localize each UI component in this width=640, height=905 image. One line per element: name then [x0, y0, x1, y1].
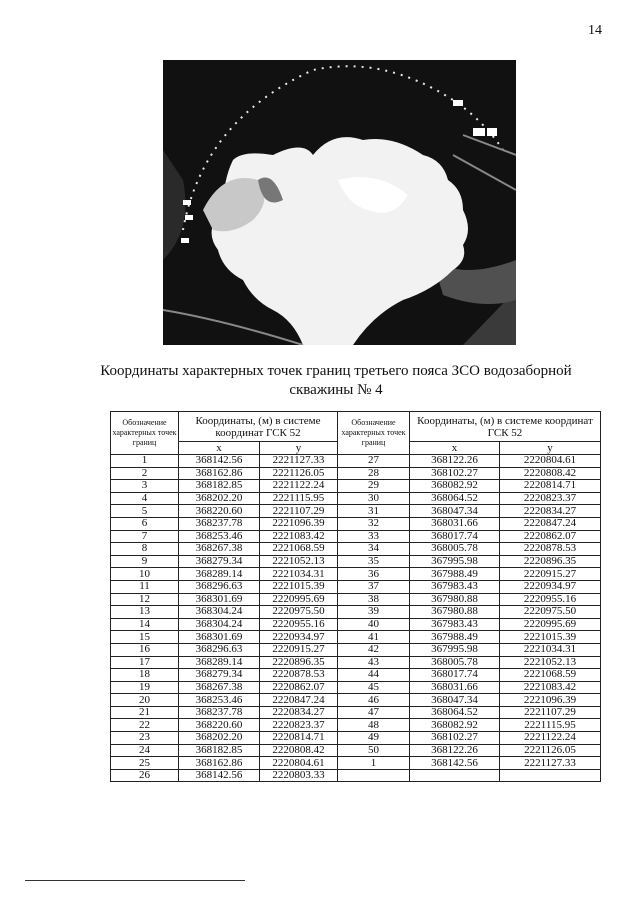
- y-value-left: 2220955.16: [260, 618, 338, 631]
- point-number-right: 50: [338, 744, 410, 757]
- y-value-left: 2220814.71: [260, 732, 338, 745]
- point-number-left: 18: [111, 669, 179, 682]
- y-value-right: [500, 769, 601, 782]
- y-value-right: 2220896.35: [500, 555, 601, 568]
- table-caption: [80, 362, 592, 400]
- point-number-left: 23: [111, 732, 179, 745]
- x-value-right: 368005.78: [410, 543, 500, 556]
- y-value-left: 2221015.39: [260, 580, 338, 593]
- y-value-left: 2220934.97: [260, 631, 338, 644]
- coords-header-left: Координаты, (м) в системе координат ГСК 52: [179, 412, 338, 442]
- point-number-right: 31: [338, 505, 410, 518]
- x-value-left: 368267.38: [179, 543, 260, 556]
- x-value-right: 367995.98: [410, 555, 500, 568]
- y-value-right: 2221052.13: [500, 656, 601, 669]
- point-label-header-right: Обозначение характерных точек границ: [338, 412, 410, 455]
- point-number-right: 30: [338, 492, 410, 505]
- y-value-right: 2220878.53: [500, 543, 601, 556]
- y-value-left: 2221096.39: [260, 517, 338, 530]
- table-row: [111, 656, 601, 669]
- point-number-right: 33: [338, 530, 410, 543]
- point-number-right: 39: [338, 606, 410, 619]
- table-row: [111, 517, 601, 530]
- table-row: [111, 593, 601, 606]
- x-value-left: 368296.63: [179, 580, 260, 593]
- y-value-right: 2220934.97: [500, 580, 601, 593]
- point-number-right: 27: [338, 455, 410, 468]
- y-value-left: 2220995.69: [260, 593, 338, 606]
- x-value-right: 367983.43: [410, 580, 500, 593]
- footnote-divider: [25, 880, 245, 881]
- point-number-right: 47: [338, 706, 410, 719]
- x-value-right: 367988.49: [410, 631, 500, 644]
- y-value-left: 2220878.53: [260, 669, 338, 682]
- x-value-left: 368304.24: [179, 618, 260, 631]
- x-value-right: 368047.34: [410, 694, 500, 707]
- x-value-right: 368082.92: [410, 480, 500, 493]
- map-image: [163, 60, 516, 345]
- y-header-right: y: [500, 442, 601, 455]
- table-row: [111, 769, 601, 782]
- x-value-left: 368142.56: [179, 769, 260, 782]
- point-number-left: 9: [111, 555, 179, 568]
- x-value-right: 368142.56: [410, 757, 500, 770]
- x-value-right: 368047.34: [410, 505, 500, 518]
- point-number-left: 13: [111, 606, 179, 619]
- x-value-right: 368017.74: [410, 669, 500, 682]
- x-value-right: 367980.88: [410, 606, 500, 619]
- y-value-left: 2220847.24: [260, 694, 338, 707]
- y-value-right: 2221015.39: [500, 631, 601, 644]
- point-number-left: 12: [111, 593, 179, 606]
- x-value-right: 368122.26: [410, 744, 500, 757]
- y-value-left: 2220834.27: [260, 706, 338, 719]
- point-label-header-left: Обозначение характерных точек границ: [111, 412, 179, 455]
- y-value-right: 2220814.71: [500, 480, 601, 493]
- coords-header-right: Координаты, (м) в системе координат ГСК 52: [410, 412, 601, 442]
- table-row: [111, 681, 601, 694]
- table-row: [111, 530, 601, 543]
- y-value-left: 2220896.35: [260, 656, 338, 669]
- point-number-left: 21: [111, 706, 179, 719]
- x-value-left: 368301.69: [179, 593, 260, 606]
- point-number-left: 14: [111, 618, 179, 631]
- y-value-right: 2220808.42: [500, 467, 601, 480]
- x-header-left: x: [179, 442, 260, 455]
- x-value-left: 368237.78: [179, 517, 260, 530]
- point-number-right: 28: [338, 467, 410, 480]
- y-value-left: 2221068.59: [260, 543, 338, 556]
- y-value-right: 2221034.31: [500, 643, 601, 656]
- y-value-left: 2220823.37: [260, 719, 338, 732]
- point-number-right: 42: [338, 643, 410, 656]
- point-number-left: 25: [111, 757, 179, 770]
- point-number-right: 35: [338, 555, 410, 568]
- x-value-left: 368289.14: [179, 568, 260, 581]
- point-number-left: 11: [111, 580, 179, 593]
- y-value-left: 2221126.05: [260, 467, 338, 480]
- y-value-left: 2221083.42: [260, 530, 338, 543]
- table-header-row: [111, 412, 601, 442]
- point-number-right: 45: [338, 681, 410, 694]
- y-value-right: 2221127.33: [500, 757, 601, 770]
- table-row: [111, 543, 601, 556]
- x-value-right: 368005.78: [410, 656, 500, 669]
- table-row: [111, 467, 601, 480]
- point-number-right: 41: [338, 631, 410, 644]
- point-number-left: 26: [111, 769, 179, 782]
- point-number-right: [338, 769, 410, 782]
- x-value-right: 367988.49: [410, 568, 500, 581]
- point-number-left: 8: [111, 543, 179, 556]
- table-row: [111, 757, 601, 770]
- x-value-right: 368064.52: [410, 706, 500, 719]
- table-row: [111, 580, 601, 593]
- y-value-left: 2220862.07: [260, 681, 338, 694]
- point-number-right: 34: [338, 543, 410, 556]
- y-value-right: 2221068.59: [500, 669, 601, 682]
- y-value-right: 2220862.07: [500, 530, 601, 543]
- y-value-left: 2221052.13: [260, 555, 338, 568]
- point-number-left: 3: [111, 480, 179, 493]
- point-number-left: 17: [111, 656, 179, 669]
- point-number-right: 49: [338, 732, 410, 745]
- y-value-left: 2220975.50: [260, 606, 338, 619]
- y-value-right: 2221126.05: [500, 744, 601, 757]
- y-header-left: y: [260, 442, 338, 455]
- x-value-left: 368182.85: [179, 744, 260, 757]
- y-value-right: 2220975.50: [500, 606, 601, 619]
- table-row: [111, 706, 601, 719]
- x-value-left: 368142.56: [179, 455, 260, 468]
- x-value-left: 368220.60: [179, 505, 260, 518]
- point-number-right: 48: [338, 719, 410, 732]
- x-value-left: 368162.86: [179, 467, 260, 480]
- y-value-right: 2221083.42: [500, 681, 601, 694]
- x-value-left: 368279.34: [179, 555, 260, 568]
- y-value-left: 2220915.27: [260, 643, 338, 656]
- point-number-right: 1: [338, 757, 410, 770]
- x-value-left: 368304.24: [179, 606, 260, 619]
- y-value-left: 2221034.31: [260, 568, 338, 581]
- point-number-left: 2: [111, 467, 179, 480]
- x-value-right: 368122.26: [410, 455, 500, 468]
- coordinates-table: [110, 411, 601, 782]
- point-number-left: 5: [111, 505, 179, 518]
- y-value-left: 2221115.95: [260, 492, 338, 505]
- table-row: [111, 555, 601, 568]
- y-value-right: 2220915.27: [500, 568, 601, 581]
- y-value-left: 2220808.42: [260, 744, 338, 757]
- table-row: [111, 568, 601, 581]
- y-value-right: 2221107.29: [500, 706, 601, 719]
- x-value-right: 367983.43: [410, 618, 500, 631]
- x-value-left: 368267.38: [179, 681, 260, 694]
- x-header-right: x: [410, 442, 500, 455]
- x-value-left: 368202.20: [179, 492, 260, 505]
- table-row: [111, 732, 601, 745]
- x-value-right: 368017.74: [410, 530, 500, 543]
- y-value-right: 2221115.95: [500, 719, 601, 732]
- table-row: [111, 643, 601, 656]
- x-value-right: 368082.92: [410, 719, 500, 732]
- caption-line-1: Координаты характерных точек границ третьего пояса ЗСО водозаборной: [100, 363, 572, 379]
- y-value-right: 2220823.37: [500, 492, 601, 505]
- point-number-left: 10: [111, 568, 179, 581]
- x-value-left: 368202.20: [179, 732, 260, 745]
- table-row: [111, 618, 601, 631]
- x-value-left: 368301.69: [179, 631, 260, 644]
- point-number-right: 38: [338, 593, 410, 606]
- table-row: [111, 694, 601, 707]
- point-number-right: 36: [338, 568, 410, 581]
- y-value-right: 2220804.61: [500, 455, 601, 468]
- x-value-left: 368279.34: [179, 669, 260, 682]
- point-number-left: 7: [111, 530, 179, 543]
- point-number-left: 1: [111, 455, 179, 468]
- table-row: [111, 719, 601, 732]
- point-number-left: 22: [111, 719, 179, 732]
- point-number-right: 32: [338, 517, 410, 530]
- point-number-left: 19: [111, 681, 179, 694]
- point-number-left: 6: [111, 517, 179, 530]
- point-number-right: 29: [338, 480, 410, 493]
- table-row: [111, 669, 601, 682]
- table-row: [111, 480, 601, 493]
- y-value-right: 2220847.24: [500, 517, 601, 530]
- x-value-right: 367995.98: [410, 643, 500, 656]
- y-value-right: 2220955.16: [500, 593, 601, 606]
- point-number-right: 46: [338, 694, 410, 707]
- x-value-left: 368253.46: [179, 694, 260, 707]
- table-row: [111, 505, 601, 518]
- point-number-left: 24: [111, 744, 179, 757]
- map-image-svg: [163, 60, 516, 345]
- table-row: [111, 606, 601, 619]
- x-value-right: 368064.52: [410, 492, 500, 505]
- x-value-left: 368289.14: [179, 656, 260, 669]
- y-value-left: 2220803.33: [260, 769, 338, 782]
- x-value-left: 368162.86: [179, 757, 260, 770]
- y-value-right: 2220834.27: [500, 505, 601, 518]
- point-number-right: 37: [338, 580, 410, 593]
- y-value-right: 2221122.24: [500, 732, 601, 745]
- x-value-right: 368031.66: [410, 517, 500, 530]
- caption-line-2: скважины № 4: [289, 382, 383, 398]
- x-value-right: 368102.27: [410, 732, 500, 745]
- y-value-right: 2220995.69: [500, 618, 601, 631]
- point-number-right: 44: [338, 669, 410, 682]
- x-value-left: 368220.60: [179, 719, 260, 732]
- point-number-left: 16: [111, 643, 179, 656]
- point-number-left: 4: [111, 492, 179, 505]
- y-value-right: 2221096.39: [500, 694, 601, 707]
- table-row: [111, 492, 601, 505]
- x-value-right: 368031.66: [410, 681, 500, 694]
- point-number-right: 40: [338, 618, 410, 631]
- point-number-left: 20: [111, 694, 179, 707]
- x-value-left: 368237.78: [179, 706, 260, 719]
- x-value-left: 368253.46: [179, 530, 260, 543]
- y-value-left: 2221127.33: [260, 455, 338, 468]
- x-value-right: 368102.27: [410, 467, 500, 480]
- table-row: [111, 744, 601, 757]
- x-value-left: 368182.85: [179, 480, 260, 493]
- point-number-left: 15: [111, 631, 179, 644]
- x-value-right: [410, 769, 500, 782]
- table-row: [111, 455, 601, 468]
- point-number-right: 43: [338, 656, 410, 669]
- x-value-left: 368296.63: [179, 643, 260, 656]
- table-row: [111, 631, 601, 644]
- table-body: [111, 455, 601, 782]
- y-value-left: 2221107.29: [260, 505, 338, 518]
- x-value-right: 367980.88: [410, 593, 500, 606]
- y-value-left: 2220804.61: [260, 757, 338, 770]
- y-value-left: 2221122.24: [260, 480, 338, 493]
- page-number: 14: [588, 23, 602, 38]
